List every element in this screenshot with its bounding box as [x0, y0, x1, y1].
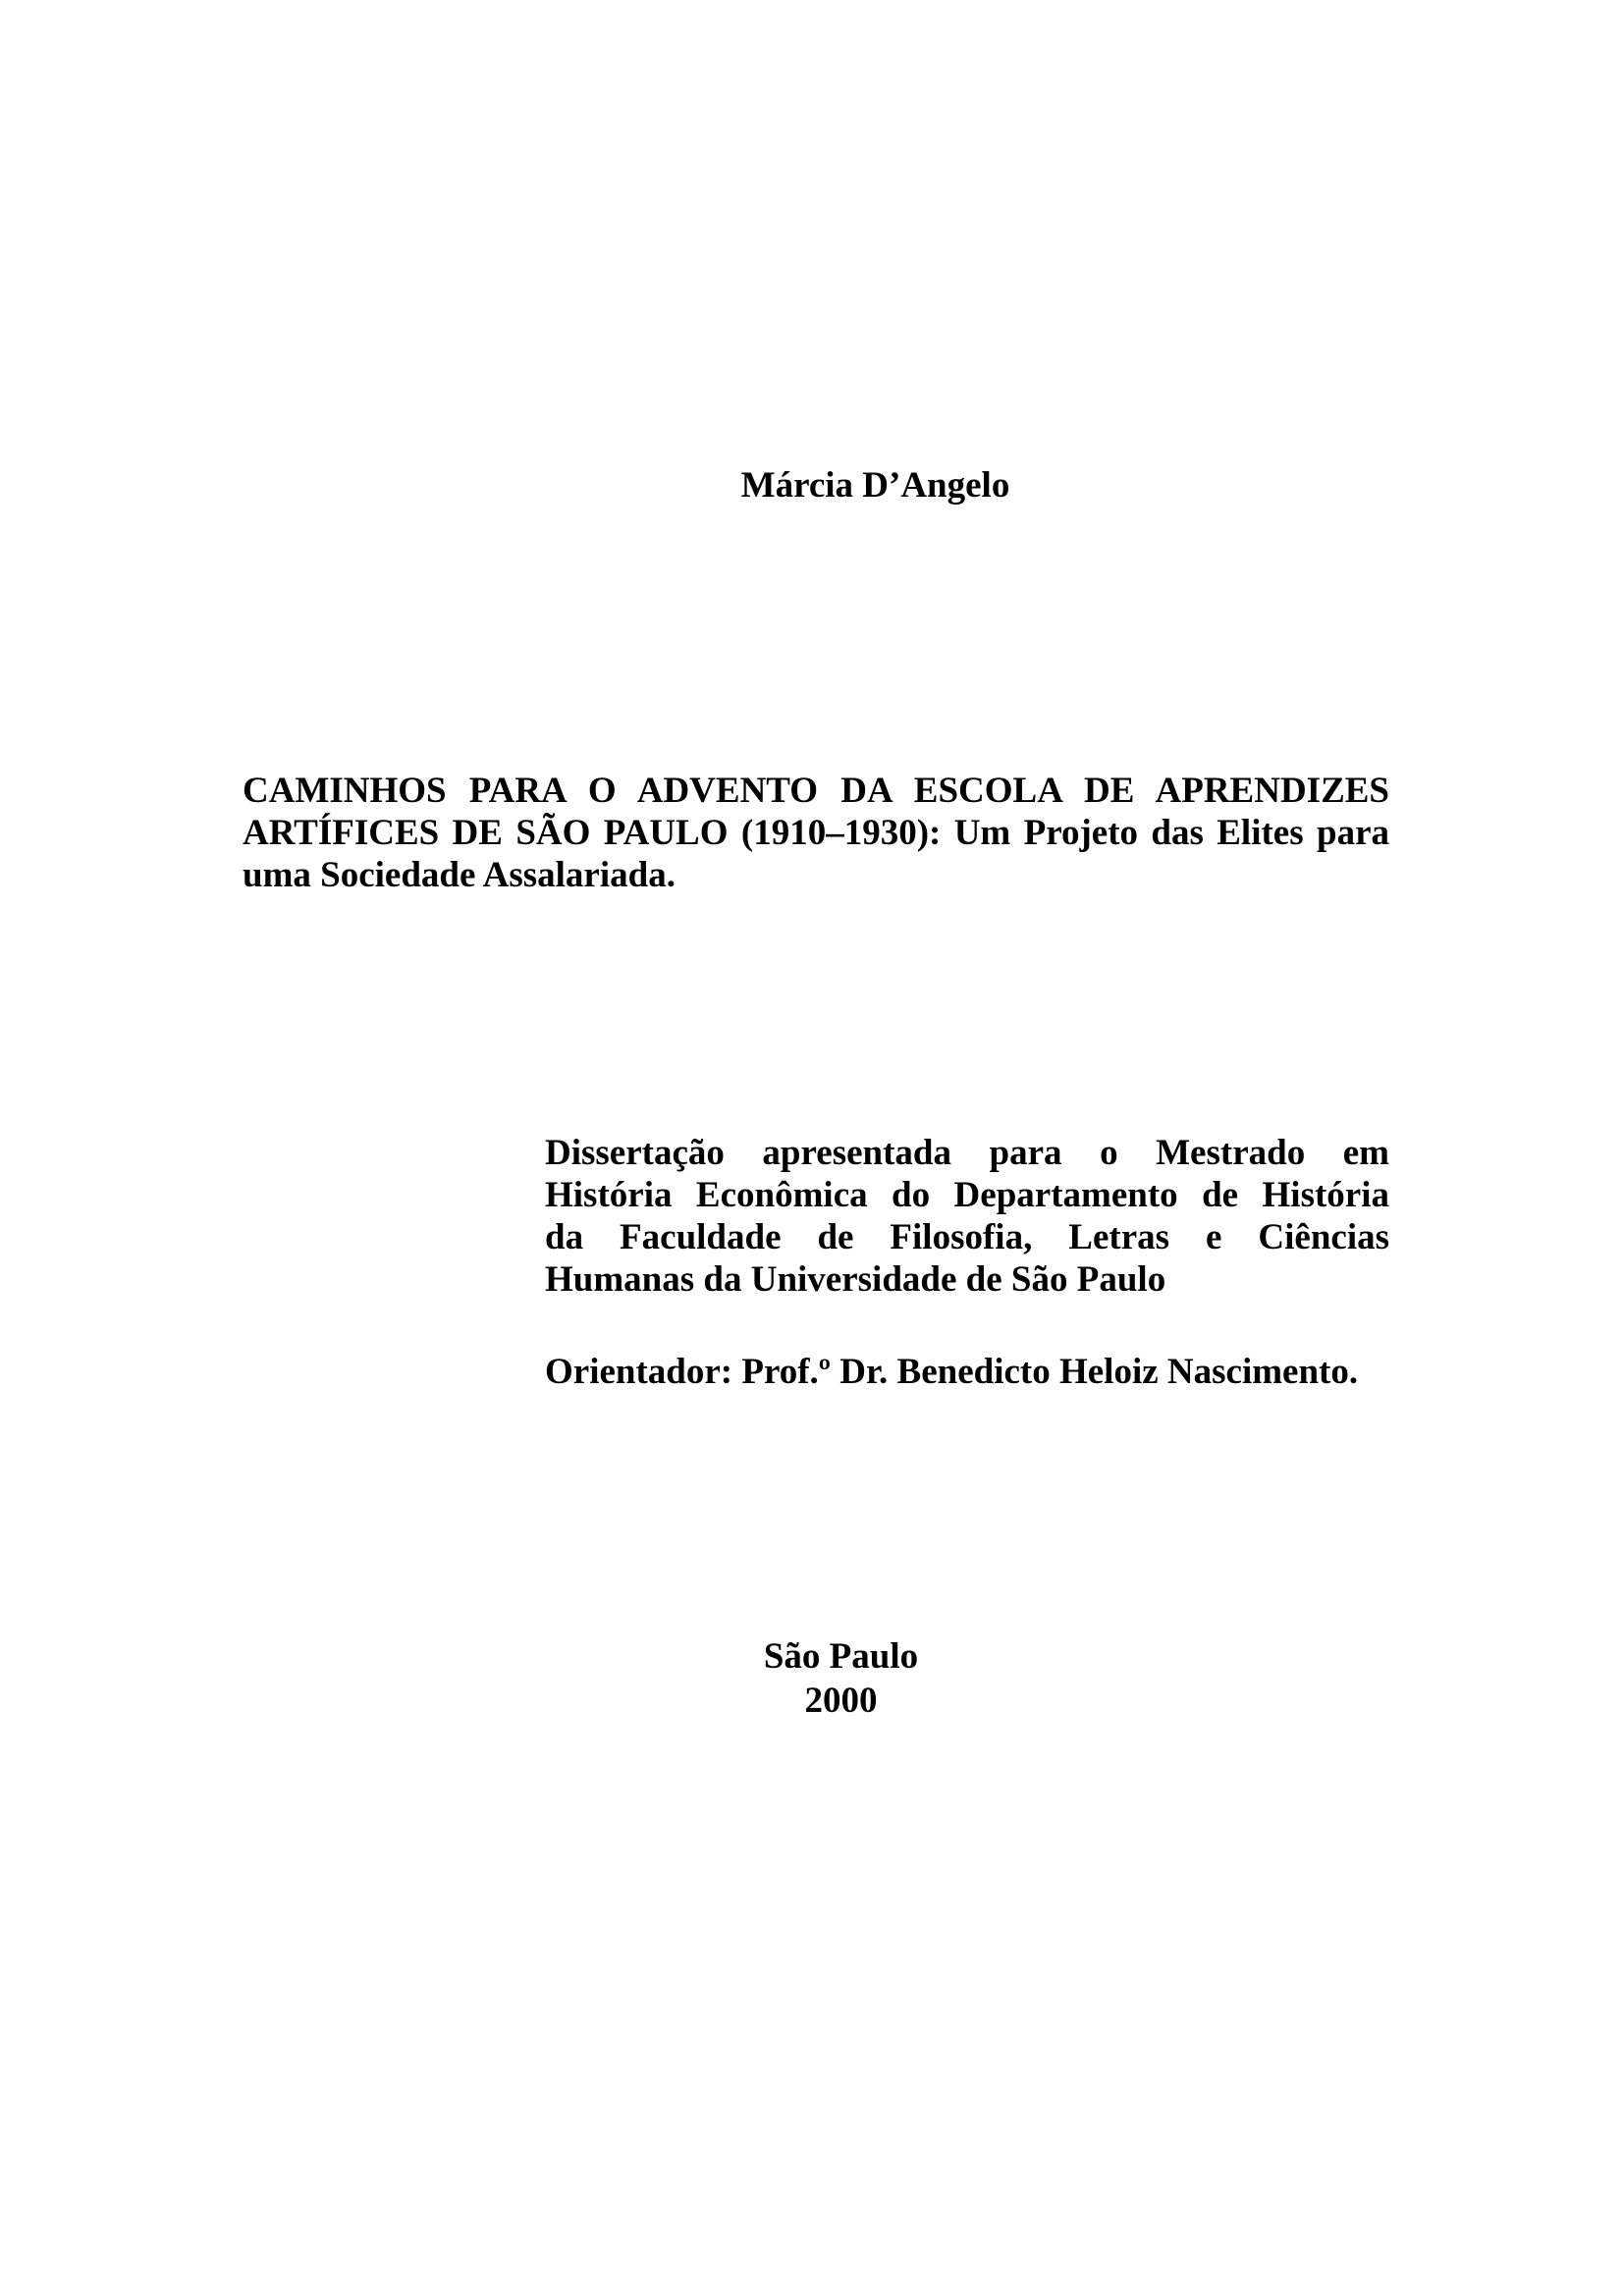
- dissertation-line: Dissertação apresentada para o Mestrado em: [545, 1133, 1389, 1173]
- dissertation-line: História Econômica do Departamento de História: [545, 1175, 1389, 1215]
- dissertation-line: da Faculdade de Filosofia, Letras e Ciências: [545, 1217, 1389, 1257]
- thesis-title: [243, 770, 1389, 896]
- thesis-title-line: CAMINHOS PARA O ADVENTO DA ESCOLA DE APRENDIZES: [243, 771, 1389, 811]
- advisor-line: Orientador: Prof.º Dr. Benedicto Heloiz Nascimento.: [545, 1352, 1359, 1392]
- thesis-title-line: uma Sociedade Assalariada.: [243, 855, 676, 895]
- author-name: [0, 463, 1623, 508]
- thesis-title-line: ARTÍFICES DE SÃO PAULO (1910–1930): Um Projeto das Elites para: [243, 813, 1389, 853]
- place-and-year: [0, 1634, 1623, 1723]
- year: 2000: [804, 1681, 878, 1721]
- dissertation-statement: [545, 1132, 1389, 1301]
- city: São Paulo: [763, 1636, 919, 1677]
- dissertation-line: Humanas da Universidade de São Paulo: [545, 1259, 1166, 1300]
- author-name-text: Márcia D’Angelo: [740, 465, 1010, 506]
